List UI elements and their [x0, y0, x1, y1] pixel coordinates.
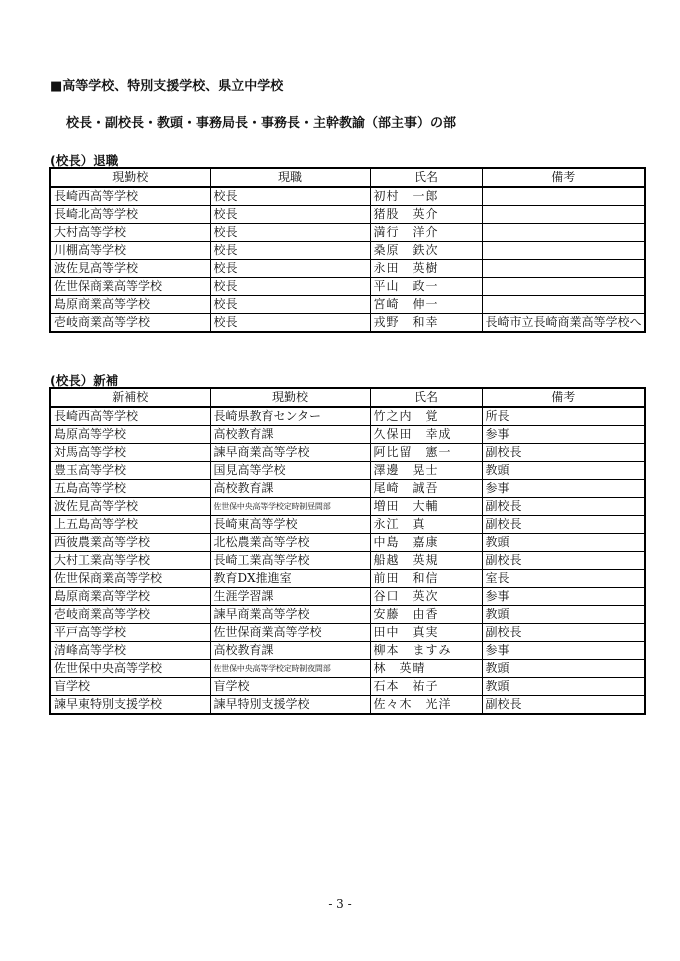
table-cell: 副校長 — [482, 624, 645, 642]
table-cell: 平山 政一 — [370, 278, 482, 296]
table-row — [50, 606, 645, 624]
table-cell: 副校長 — [482, 516, 645, 534]
table-cell: 大村高等学校 — [50, 224, 210, 242]
table-cell: 久保田 幸成 — [370, 426, 482, 444]
table-cell: 高校教育課 — [210, 426, 370, 444]
table-row — [50, 462, 645, 480]
table-cell: 佐世保商業高等学校 — [50, 278, 210, 296]
table-row — [50, 660, 645, 678]
table-cell: 副校長 — [482, 444, 645, 462]
new-appointments-table — [49, 387, 646, 715]
table-row — [50, 498, 645, 516]
table-cell: 参事 — [482, 480, 645, 498]
table-cell: 佐世保中央高等学校定時制夜間部 — [210, 660, 370, 678]
table-cell: 校長 — [210, 278, 370, 296]
column-header: 現職 — [210, 168, 370, 187]
table-cell: 教頭 — [482, 678, 645, 696]
table-cell: 永江 真 — [370, 516, 482, 534]
retirement-table — [49, 167, 646, 333]
table-cell: 田中 真実 — [370, 624, 482, 642]
table-cell: 波佐見高等学校 — [50, 498, 210, 516]
table-cell: 尾崎 誠吾 — [370, 480, 482, 498]
table-cell: 所長 — [482, 407, 645, 426]
table-row — [50, 278, 645, 296]
column-header: 備考 — [482, 388, 645, 407]
table-row — [50, 314, 645, 333]
table-cell: 参事 — [482, 642, 645, 660]
table-cell: 教頭 — [482, 462, 645, 480]
table-row — [50, 444, 645, 462]
retirement-title: (校長）退職 — [50, 153, 119, 168]
table-cell: 教頭 — [482, 606, 645, 624]
table-cell — [482, 224, 645, 242]
table-cell: 校長 — [210, 314, 370, 333]
table-cell: 諫早特別支援学校 — [210, 696, 370, 715]
table-header-row — [50, 168, 645, 187]
table-row — [50, 224, 645, 242]
table-cell: 川棚高等学校 — [50, 242, 210, 260]
table-cell: 船越 英規 — [370, 552, 482, 570]
table-cell: 竹之内 覚 — [370, 407, 482, 426]
table-cell: 桑原 鉄次 — [370, 242, 482, 260]
table-cell: 諫早東特別支援学校 — [50, 696, 210, 715]
table-cell: 教育DX推進室 — [210, 570, 370, 588]
column-header: 氏名 — [370, 168, 482, 187]
column-header: 備考 — [482, 168, 645, 187]
table-cell: 初村 一郎 — [370, 187, 482, 206]
table-cell: 参事 — [482, 588, 645, 606]
table-cell: 平戸高等学校 — [50, 624, 210, 642]
table-cell: 佐世保中央高等学校定時制昼間部 — [210, 498, 370, 516]
table-cell: 五島高等学校 — [50, 480, 210, 498]
table-cell: 澤邊 晃士 — [370, 462, 482, 480]
table-cell: 島原高等学校 — [50, 426, 210, 444]
table-cell: 校長 — [210, 187, 370, 206]
table-cell: 林 英晴 — [370, 660, 482, 678]
table-row — [50, 187, 645, 206]
column-header: 現勤校 — [50, 168, 210, 187]
table-cell: 上五島高等学校 — [50, 516, 210, 534]
table-cell: 石本 祐子 — [370, 678, 482, 696]
table-row — [50, 426, 645, 444]
table-cell: 諫早商業高等学校 — [210, 606, 370, 624]
table-row — [50, 407, 645, 426]
table-row — [50, 480, 645, 498]
table-cell: 長崎北高等学校 — [50, 206, 210, 224]
table-cell: 長崎市立長崎商業高等学校へ — [482, 314, 645, 333]
table-cell: 清峰高等学校 — [50, 642, 210, 660]
page-number: - 3 - — [328, 897, 352, 911]
table-row — [50, 696, 645, 715]
table-row — [50, 678, 645, 696]
table-cell — [482, 206, 645, 224]
table-cell: 参事 — [482, 426, 645, 444]
table-cell: 安藤 由香 — [370, 606, 482, 624]
column-header: 現勤校 — [210, 388, 370, 407]
table-row — [50, 642, 645, 660]
table-cell: 長崎県教育センター — [210, 407, 370, 426]
table-row — [50, 534, 645, 552]
table-cell: 壱岐商業高等学校 — [50, 606, 210, 624]
table-row — [50, 570, 645, 588]
table-cell: 諫早商業高等学校 — [210, 444, 370, 462]
table-cell: 豊玉高等学校 — [50, 462, 210, 480]
table-cell: 猪股 英介 — [370, 206, 482, 224]
column-header: 氏名 — [370, 388, 482, 407]
column-header: 新補校 — [50, 388, 210, 407]
table-cell: 長崎工業高等学校 — [210, 552, 370, 570]
table-cell: 校長 — [210, 296, 370, 314]
table-cell: 室長 — [482, 570, 645, 588]
table-row — [50, 588, 645, 606]
table-cell — [482, 260, 645, 278]
table-cell — [482, 242, 645, 260]
table-cell: 副校長 — [482, 552, 645, 570]
table-cell: 佐世保中央高等学校 — [50, 660, 210, 678]
table-cell: 国見高等学校 — [210, 462, 370, 480]
table-cell: 長崎西高等学校 — [50, 407, 210, 426]
table-cell: 佐々木 光洋 — [370, 696, 482, 715]
table-cell — [482, 296, 645, 314]
table-cell: 大村工業高等学校 — [50, 552, 210, 570]
table-cell: 校長 — [210, 224, 370, 242]
table-cell: 満行 洋介 — [370, 224, 482, 242]
table-cell: 盲学校 — [50, 678, 210, 696]
table-cell — [482, 187, 645, 206]
table-cell: 生涯学習課 — [210, 588, 370, 606]
table-cell: 宮崎 伸一 — [370, 296, 482, 314]
table-cell: 島原商業高等学校 — [50, 588, 210, 606]
table-row — [50, 260, 645, 278]
table-cell: 佐世保商業高等学校 — [210, 624, 370, 642]
table-row — [50, 516, 645, 534]
table-cell: 谷口 英次 — [370, 588, 482, 606]
table-cell: 柳本 ますみ — [370, 642, 482, 660]
table-row — [50, 552, 645, 570]
table-cell: 永田 英樹 — [370, 260, 482, 278]
table-row — [50, 624, 645, 642]
table-cell: 北松農業高等学校 — [210, 534, 370, 552]
table-cell: 教頭 — [482, 534, 645, 552]
table-cell: 対馬高等学校 — [50, 444, 210, 462]
table-cell: 校長 — [210, 260, 370, 278]
table-cell: 教頭 — [482, 660, 645, 678]
table-cell: 盲学校 — [210, 678, 370, 696]
table-row — [50, 296, 645, 314]
table-header-row — [50, 388, 645, 407]
table-cell: 高校教育課 — [210, 642, 370, 660]
table-cell: 高校教育課 — [210, 480, 370, 498]
table-cell: 波佐見高等学校 — [50, 260, 210, 278]
table-cell: 阿比留 憲一 — [370, 444, 482, 462]
table-cell: 戎野 和幸 — [370, 314, 482, 333]
table-cell: 副校長 — [482, 696, 645, 715]
table-cell: 増田 大輔 — [370, 498, 482, 516]
section-heading: ■高等学校、特別支援学校、県立中学校 — [50, 79, 284, 94]
table-cell — [482, 278, 645, 296]
category-heading: 校長・副校長・教頭・事務局長・事務長・主幹教諭（部主事）の部 — [66, 116, 457, 131]
table-cell: 前田 和信 — [370, 570, 482, 588]
table-cell: 島原商業高等学校 — [50, 296, 210, 314]
table-cell: 佐世保商業高等学校 — [50, 570, 210, 588]
table-cell: 長崎西高等学校 — [50, 187, 210, 206]
table-cell: 長崎東高等学校 — [210, 516, 370, 534]
table-cell: 中島 嘉康 — [370, 534, 482, 552]
table-cell: 西彼農業高等学校 — [50, 534, 210, 552]
table-cell: 副校長 — [482, 498, 645, 516]
table-cell: 校長 — [210, 206, 370, 224]
new-appointments-title: (校長）新補 — [50, 373, 119, 388]
table-cell: 校長 — [210, 242, 370, 260]
table-row — [50, 206, 645, 224]
table-row — [50, 242, 645, 260]
table-cell: 壱岐商業高等学校 — [50, 314, 210, 333]
